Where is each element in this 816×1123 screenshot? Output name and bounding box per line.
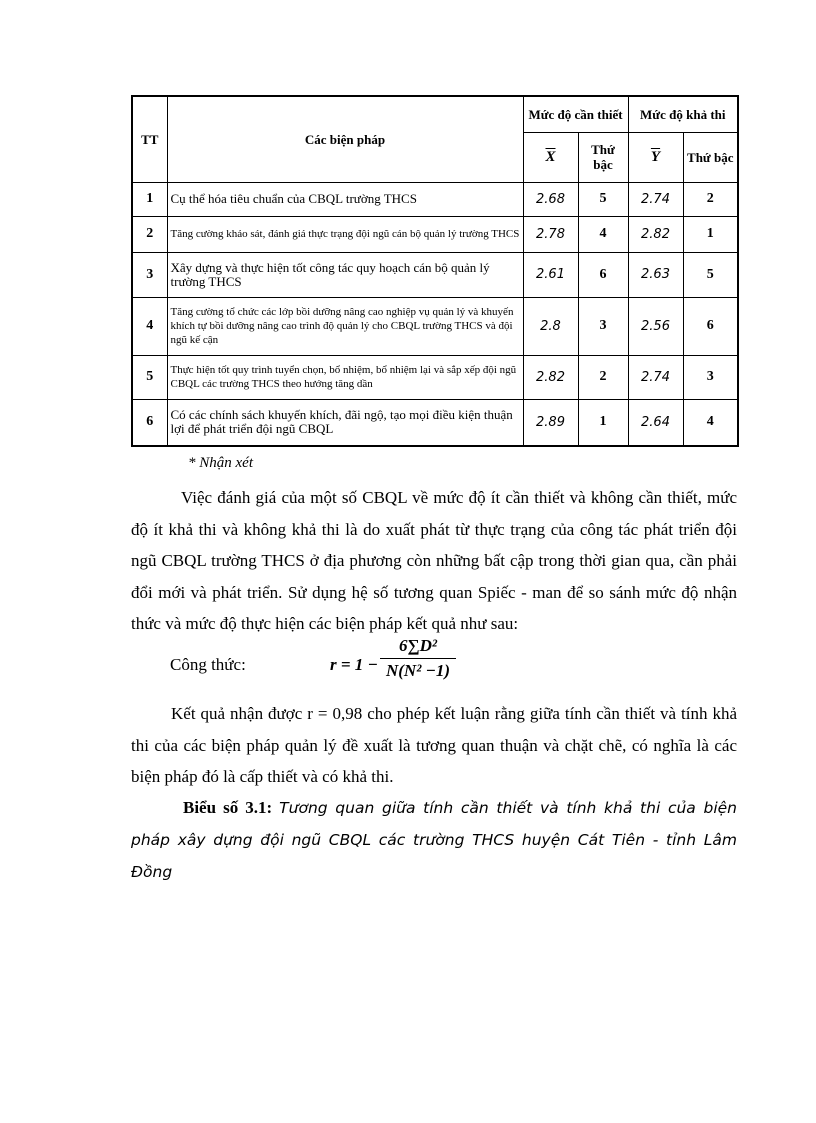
table-row xyxy=(132,252,738,297)
row-mean-x: 2.68 xyxy=(523,182,578,216)
row-rank-x: 6 xyxy=(578,252,628,297)
row-mean-y: 2.63 xyxy=(628,252,683,297)
row-rank-y: 5 xyxy=(683,252,738,297)
row-measure: Thực hiện tốt quy trình tuyển chọn, bổ nhiệm, bổ nhiệm lại và sắp xếp đội ngũ CBQL các trường THCS theo hướng tăng dần xyxy=(167,355,523,399)
formula-lhs: r = 1 − xyxy=(330,655,378,674)
row-measure: Xây dựng và thực hiện tốt công tác quy hoạch cán bộ quản lý trường THCS xyxy=(167,252,523,297)
measures-table xyxy=(131,95,739,447)
row-number: 5 xyxy=(132,355,167,399)
row-mean-y: 2.56 xyxy=(628,297,683,355)
note-heading: * Nhận xét xyxy=(188,455,253,471)
row-number: 2 xyxy=(132,216,167,252)
row-rank-y: 3 xyxy=(683,355,738,399)
paragraph-result: Kết quả nhận được r = 0,98 cho phép kết luận rằng giữa tính cần thiết và tính khả thi của các biện pháp quản lý đề xuất là tương quan thuận và chặt chẽ, có nghĩa là các biện pháp đó là cấp thiết và có khả thi. xyxy=(131,704,737,786)
formula-fraction xyxy=(380,636,456,681)
row-number: 1 xyxy=(132,182,167,216)
formula-numerator: 6∑D² xyxy=(380,636,456,659)
formula-label: Công thức: xyxy=(170,655,246,674)
row-measure: Có các chính sách khuyến khích, đãi ngộ, tạo mọi điều kiện thuận lợi để phát triển đội ngũ CBQL xyxy=(167,399,523,446)
row-rank-x: 1 xyxy=(578,399,628,446)
row-mean-y: 2.74 xyxy=(628,355,683,399)
table-row xyxy=(132,399,738,446)
row-number: 3 xyxy=(132,252,167,297)
table-row xyxy=(132,297,738,355)
row-measure: Tăng cường khảo sát, đánh giá thực trạng đội ngũ cán bộ quản lý trường THCS xyxy=(167,216,523,252)
row-measure: Cụ thể hóa tiêu chuẩn của CBQL trường THCS xyxy=(167,182,523,216)
header-tt: TT xyxy=(132,96,167,182)
row-mean-x: 2.82 xyxy=(523,355,578,399)
row-mean-y: 2.74 xyxy=(628,182,683,216)
row-rank-y: 6 xyxy=(683,297,738,355)
row-rank-x: 5 xyxy=(578,182,628,216)
row-mean-x: 2.61 xyxy=(523,252,578,297)
caption-text: Tương quan giữa tính cần thiết và tính khả thi của biện pháp xây dựng đội ngũ CBQL các trường THCS huyện Cát Tiên - tỉnh Lâm Đồng xyxy=(131,799,738,881)
header-feasibility: Mức độ khả thi xyxy=(628,96,738,132)
table-row xyxy=(132,355,738,399)
row-mean-y: 2.82 xyxy=(628,216,683,252)
row-rank-y: 1 xyxy=(683,216,738,252)
header-rank-y: Thứ bậc xyxy=(683,132,738,182)
formula-denominator: N(N² −1) xyxy=(385,661,451,680)
row-number: 4 xyxy=(132,297,167,355)
row-rank-y: 4 xyxy=(683,399,738,446)
row-rank-x: 4 xyxy=(578,216,628,252)
caption-label: Biểu số 3.1: xyxy=(183,798,273,817)
row-mean-x: 2.89 xyxy=(523,399,578,446)
chart-caption xyxy=(131,792,737,888)
row-rank-x: 2 xyxy=(578,355,628,399)
row-measure: Tăng cường tổ chức các lớp bồi dưỡng nâng cao nghiệp vụ quản lý và khuyến khích tự bồi dưỡng nâng cao trình độ quản lý cho CBQL trường THCS và đội ngũ kế cận xyxy=(167,297,523,355)
row-rank-y: 2 xyxy=(683,182,738,216)
header-mean-y: $\overline{Y}$ xyxy=(628,132,683,182)
row-mean-y: 2.64 xyxy=(628,399,683,446)
paragraph-analysis: Việc đánh giá của một số CBQL về mức độ ít cần thiết và không cần thiết, mức độ ít khả thi và không khả thi là do xuất phát từ thực trạng của công tác phát triển đội ngũ CBQL trường THCS ở địa phương còn những bất cập trong thời gian qua, cần phải đổi mới và phát triển. Sử dụng hệ số tương quan Spiếc - man để so sánh mức độ nhận thức và mức độ thực hiện các biện pháp kết quả như sau: xyxy=(131,488,737,633)
header-rank-x: Thứ bậc xyxy=(578,132,628,182)
header-mean-x: $\overline{X}$ xyxy=(523,132,578,182)
table-row xyxy=(132,182,738,216)
header-measures: Các biện pháp xyxy=(167,96,523,182)
row-number: 6 xyxy=(132,399,167,446)
header-necessity: Mức độ cần thiết xyxy=(523,96,628,132)
row-mean-x: 2.8 xyxy=(523,297,578,355)
row-mean-x: 2.78 xyxy=(523,216,578,252)
row-rank-x: 3 xyxy=(578,297,628,355)
table-row xyxy=(132,216,738,252)
